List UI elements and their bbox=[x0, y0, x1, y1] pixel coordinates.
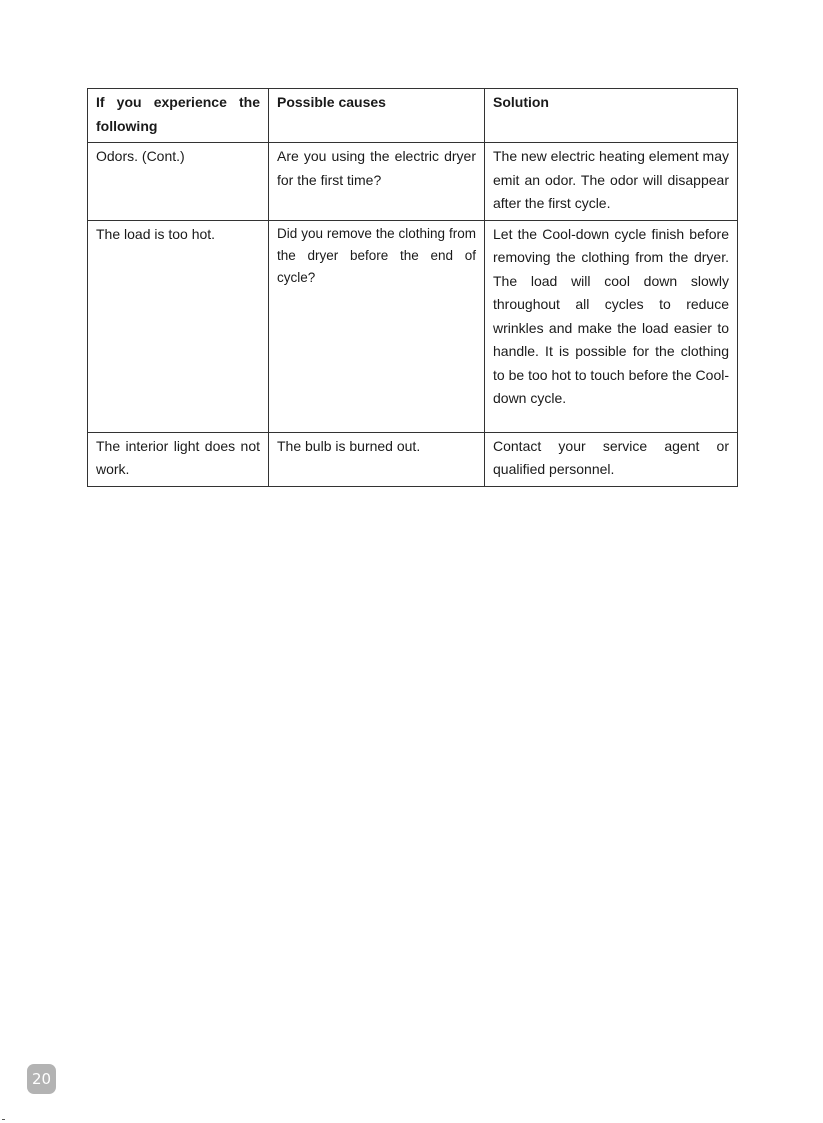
corner-mark bbox=[2, 1119, 5, 1120]
page-number-badge: 20 bbox=[27, 1064, 56, 1094]
header-solution: Solution bbox=[485, 89, 738, 143]
solution-cell: Contact your service agent or qualified personnel. bbox=[485, 432, 738, 486]
table-row bbox=[88, 432, 738, 486]
troubleshooting-table bbox=[87, 88, 738, 487]
table-row bbox=[88, 143, 738, 221]
problem-cell: The interior light does not work. bbox=[88, 432, 269, 486]
solution-cell: The new electric heating element may emit an odor. The odor will disappear after the first cycle. bbox=[485, 143, 738, 221]
solution-cell: Let the Cool-down cycle finish before removing the clothing from the dryer. The load will cool down slowly throughout all cycles to reduce wrinkles and make the load easier to handle. It is possible for the clothing to be too hot to touch before the Cool-down cycle. bbox=[485, 220, 738, 432]
cause-cell: Did you remove the clothing from the dryer before the end of cycle? bbox=[269, 220, 485, 432]
header-causes: Possible causes bbox=[269, 89, 485, 143]
cause-cell: The bulb is burned out. bbox=[269, 432, 485, 486]
header-problem: If you experience the following bbox=[88, 89, 269, 143]
problem-cell: The load is too hot. bbox=[88, 220, 269, 432]
cause-cell: Are you using the electric dryer for the first time? bbox=[269, 143, 485, 221]
table-header-row bbox=[88, 89, 738, 143]
problem-cell: Odors. (Cont.) bbox=[88, 143, 269, 221]
table-row bbox=[88, 220, 738, 432]
